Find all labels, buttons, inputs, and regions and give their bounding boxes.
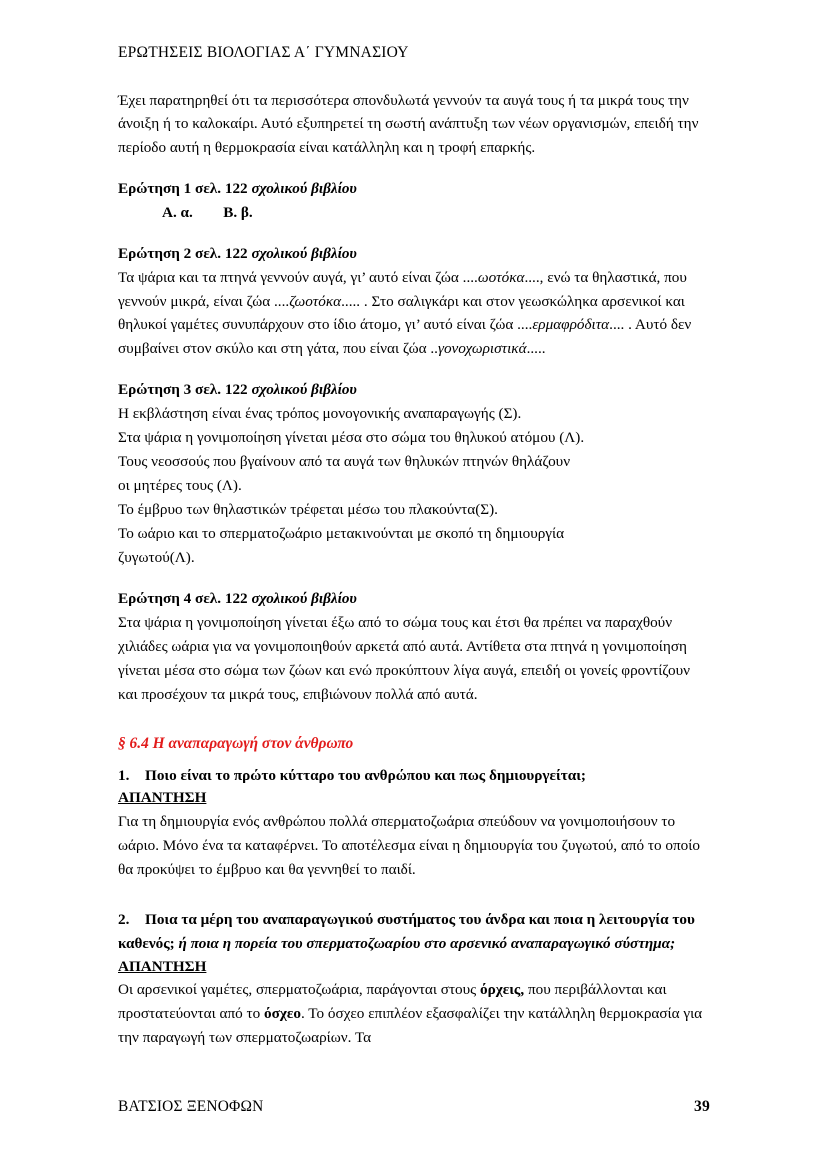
question-3-line: οι μητέρες τους (Λ). [118,477,242,495]
spacer [118,225,710,242]
q2-text-3: ..... . Στο σαλιγκάρι και στον γεωσκώληκα αρσενικοί και θηλυκοί γαμέτες συνυπάρχουν στο ίδιο άτομο, γι’ αυτό είναι ζώα .... [118,292,685,334]
numbered-question-1-number: 1. [118,766,130,784]
question-3-line: ζυγωτού(Λ). [118,549,195,567]
intro-paragraph: Έχει παρατηρηθεί ότι τα περισσότερα σπονδυλωτά γεννούν τα αυγά τους ή τα μικρά τους την άνοιξη ή το καλοκαίρι. Αυτό εξυπηρετεί τη σωστή ανάπτυξη των νέων οργανισμών, επειδή την περίοδο αυτή η θερμοκρασία είναι κατάλληλη και η τροφή επαρκής. [118,91,699,157]
spacer [118,63,710,89]
question-4-heading-italic: σχολικού βιβλίου [251,590,357,608]
answer-label-wrapper-2 [118,956,710,979]
question-3-line: Στα ψάρια η γονιμοποίηση γίνεται μέσα στο σώμα του θηλυκού ατόμου (Λ). [118,429,585,447]
section-heading-6-4: § 6.4 Η αναπαραγωγή στον άνθρωπο [118,735,354,753]
question-3-line: Το ωάριο και το σπερματοζωάριο μετακινούνται με σκοπό τη δημιουργία [118,525,565,543]
spacer [118,882,710,908]
answer-label-2: ΑΠΑΝΤΗΣΗ [118,957,207,975]
q2-text-1: Τα ψάρια και τα πτηνά γεννούν αυγά, γι’ αυτό είναι ζώα .... [118,268,478,286]
question-1-choices: Α. α. Β. β. [162,204,253,222]
numbered-question-2-alt-text: ή ποια η πορεία του σπερματοζωαρίου στο αρσενικό αναπαραγωγικό σύστημα; [178,934,676,952]
answer-2-term-orcheis: όρχεις, [480,981,525,999]
question-2-heading-plain: Ερώτηση 2 σελ. 122 [118,244,252,262]
question-1-heading [118,177,710,201]
question-2-heading [118,242,710,266]
numbered-question-2-number: 2. [118,910,130,928]
spacer [118,756,710,764]
answer-label-wrapper-1 [118,787,710,810]
question-1-heading-plain: Ερώτηση 1 σελ. 122 [118,180,252,198]
spacer [118,160,710,177]
spacer [118,570,710,587]
question-4-body: Στα ψάρια η γονιμοποίηση γίνεται έξω από το σώμα τους και έτσι θα πρέπει να παραχθούν χιλιάδες ωάρια για να γονιμοποιηθούν αρκετά από αυτά. Αντίθετα στα πτηνά η γονιμοποίηση γίνεται μέσα στο σώμα των ζώων και ενώ προκύπτουν λίγα αυγά, επειδή οι γονείς φροντίζουν και προσέχουν τα μικρά τους, επιβιώνουν πολλά από αυτά. [118,614,691,703]
footer-author: ΒΑΤΣΙΟΣ ΞΕΝΟΦΩΝ [118,1098,264,1115]
answer-label-1: ΑΠΑΝΤΗΣΗ [118,789,207,807]
numbered-answer-2 [118,978,710,1050]
numbered-answer-1: Για τη δημιουργία ενός ανθρώπου πολλά σπερματοζωάρια σπεύδουν να γονιμοποιήσουν το ωάριο. Μόνο ένα τα καταφέρνει. Το αποτέλεσμα είναι η δημιουργία του ζυγωτού, από το οποίο θα προκύψει το έμβρυο και θα γεννηθεί το παιδί. [118,813,700,878]
question-3-line: Η εκβλάστηση είναι ένας τρόπος μονογονικής αναπαραγωγής (Σ). [118,405,522,423]
question-3-line: Το έμβρυο των θηλαστικών τρέφεται μέσω του πλακούντα(Σ). [118,501,498,519]
question-3-lines [118,402,710,570]
spacer [118,361,710,378]
numbered-question-1 [118,764,710,788]
q2-answer-2: ζωοτόκα [289,292,342,310]
numbered-question-1-text: Ποιο είναι το πρώτο κύτταρο του ανθρώπου και πως δημιουργείται; [145,766,586,784]
footer-page-number: 39 [694,1098,710,1115]
q2-text-5: ..... [526,340,546,358]
q2-answer-4: γονοχωριστικά [437,340,527,358]
q2-answer-3: ερμαφρόδιτα [532,316,610,334]
spacer [118,706,710,732]
page-footer [118,1098,710,1116]
question-3-heading [118,378,710,402]
answer-2-text-1: Οι αρσενικοί γαμέτες, σπερματοζωάρια, παράγονται στους [118,981,480,999]
numbered-question-2 [118,908,710,956]
answer-2-text-3: . Το όσχεο επιπλέον εξασφαλίζει την κατάλληλη θερμοκρασία για την παραγωγή των σπερματοζωαρίων. Τα [118,1005,703,1047]
question-3-line: Τους νεοσσούς που βγαίνουν από τα αυγά των θηλυκών πτηνών θηλάζουν [118,453,571,471]
answer-2-text-2: που περιβάλλονται και προστατεύονται από το [118,981,667,1023]
numbered-question-2-text: Ποια τα μέρη του αναπαραγωγικού συστήματος του άνδρα και ποια η λειτουργία του καθενός; [118,910,695,952]
q2-text-4: .... . Αυτό δεν συμβαίνει στον σκύλο και στη γάτα, που είναι ζώα .. [118,316,692,358]
answer-2-term-oscheo: όσχεο [264,1005,301,1023]
question-3-heading-italic: σχολικού βιβλίου [251,381,357,399]
page-content [118,0,710,1050]
q2-answer-1: ωοτόκα [477,268,525,286]
page-header: ΕΡΩΤΗΣΕΙΣ ΒΙΟΛΟΓΙΑΣ Α΄ ΓΥΜΝΑΣΙΟΥ [118,44,409,61]
question-2-heading-italic: σχολικού βιβλίου [251,244,357,262]
question-1-heading-italic: σχολικού βιβλίου [251,180,357,198]
question-4-heading [118,587,710,611]
q2-text-2: ...., ενώ τα θηλαστικά, που γεννούν μικρά, είναι ζώα .... [118,268,687,310]
question-4-heading-plain: Ερώτηση 4 σελ. 122 [118,590,252,608]
question-3-heading-plain: Ερώτηση 3 σελ. 122 [118,381,252,399]
question-2-body [118,266,710,361]
